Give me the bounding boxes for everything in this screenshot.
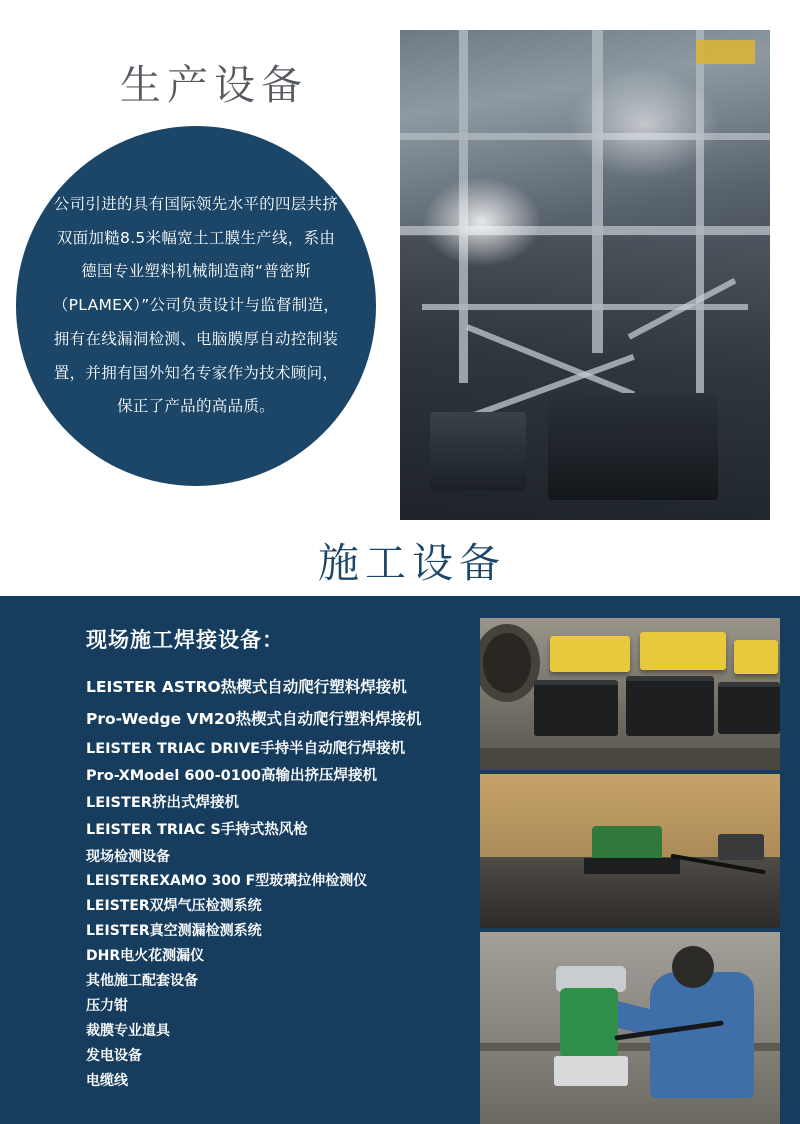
photo-equipment-case <box>534 680 618 736</box>
equipment-list-column <box>0 596 478 1124</box>
photo-yellow-panel <box>696 40 755 65</box>
equipment-list-item: Pro-XModel 600-0100高输出挤压焊接机 <box>86 767 378 784</box>
worker-extrusion-welding-photo <box>480 932 780 1124</box>
photo-extruder-body <box>560 988 618 1058</box>
photo-machinery <box>548 393 718 501</box>
production-description-circle <box>16 126 376 486</box>
production-left-column <box>0 0 400 590</box>
equipment-list-item: LEISTER真空测漏检测系统 <box>86 923 262 940</box>
photo-welder-unit <box>734 640 778 674</box>
equipment-list-item: 压力钳 <box>86 997 128 1014</box>
production-description-text: 公司引进的具有国际领先水平的四层共挤双面加糙8.5米幅宽土工膜生产线，系由德国专业塑料机械制造商“普密斯（PLAMEX）”公司负责设计与监督制造，拥有在线漏洞检测、电脑膜厚自动控制装置，并拥有国外知名专家作为技术顾问，保正了产品的高品质。 <box>52 194 340 416</box>
factory-interior-photo <box>400 30 770 520</box>
photo-welder-unit <box>640 632 726 670</box>
photo-test-device <box>592 826 662 860</box>
photo-equipment-case <box>718 682 780 734</box>
equipment-list-heading: 现场施工焊接设备： <box>86 628 284 652</box>
equipment-list-item: Pro-Wedge VM20热楔式自动爬行塑料焊接机 <box>86 709 422 728</box>
equipment-list-item: 发电设备 <box>86 1047 142 1064</box>
equipment-list-item: 其他施工配套设备 <box>86 973 198 990</box>
photo-worker-body <box>650 972 754 1098</box>
equipment-list-item: LEISTER TRIAC S手持式热风枪 <box>86 822 308 839</box>
production-section-title: 生产设备 <box>120 61 308 109</box>
photo-machinery <box>430 412 526 490</box>
photo-welder-unit <box>550 636 630 672</box>
equipment-list-item: 裁膜专业道具 <box>86 1022 170 1039</box>
equipment-list-item: LEISTEREXAMO 300 F型玻璃拉伸检测仪 <box>86 873 368 890</box>
geomembrane-testing-photo <box>480 774 780 928</box>
equipment-list-item: LEISTER双焊气压检测系统 <box>86 898 262 915</box>
equipment-list-item: LEISTER ASTRO热楔式自动爬行塑料焊接机 <box>86 678 407 696</box>
photo-test-device-base <box>584 858 680 874</box>
photo-pavement-strip <box>480 748 780 770</box>
equipment-list-item: DHR电火花测漏仪 <box>86 948 205 965</box>
construction-photo-column <box>480 618 780 1124</box>
photo-equipment-case <box>626 676 714 736</box>
equipment-list-item: 现场检测设备 <box>86 848 170 865</box>
photo-toolbag <box>718 834 764 860</box>
photo-girder <box>422 304 748 310</box>
welding-machines-photo <box>480 618 780 770</box>
construction-section-title: 施工设备 <box>318 539 506 587</box>
equipment-list-item: LEISTER TRIAC DRIVE手持半自动爬行焊接机 <box>86 740 406 757</box>
photo-extruder-base <box>554 1056 628 1086</box>
photo-light-glare <box>570 69 720 179</box>
photo-light-glare <box>422 177 542 267</box>
equipment-list-item: LEISTER挤出式焊接机 <box>86 795 239 812</box>
equipment-list-item: 电缆线 <box>86 1072 128 1089</box>
construction-equipment-section <box>0 596 800 1124</box>
equipment-list <box>86 672 458 1094</box>
photo-worker-head <box>672 946 714 988</box>
